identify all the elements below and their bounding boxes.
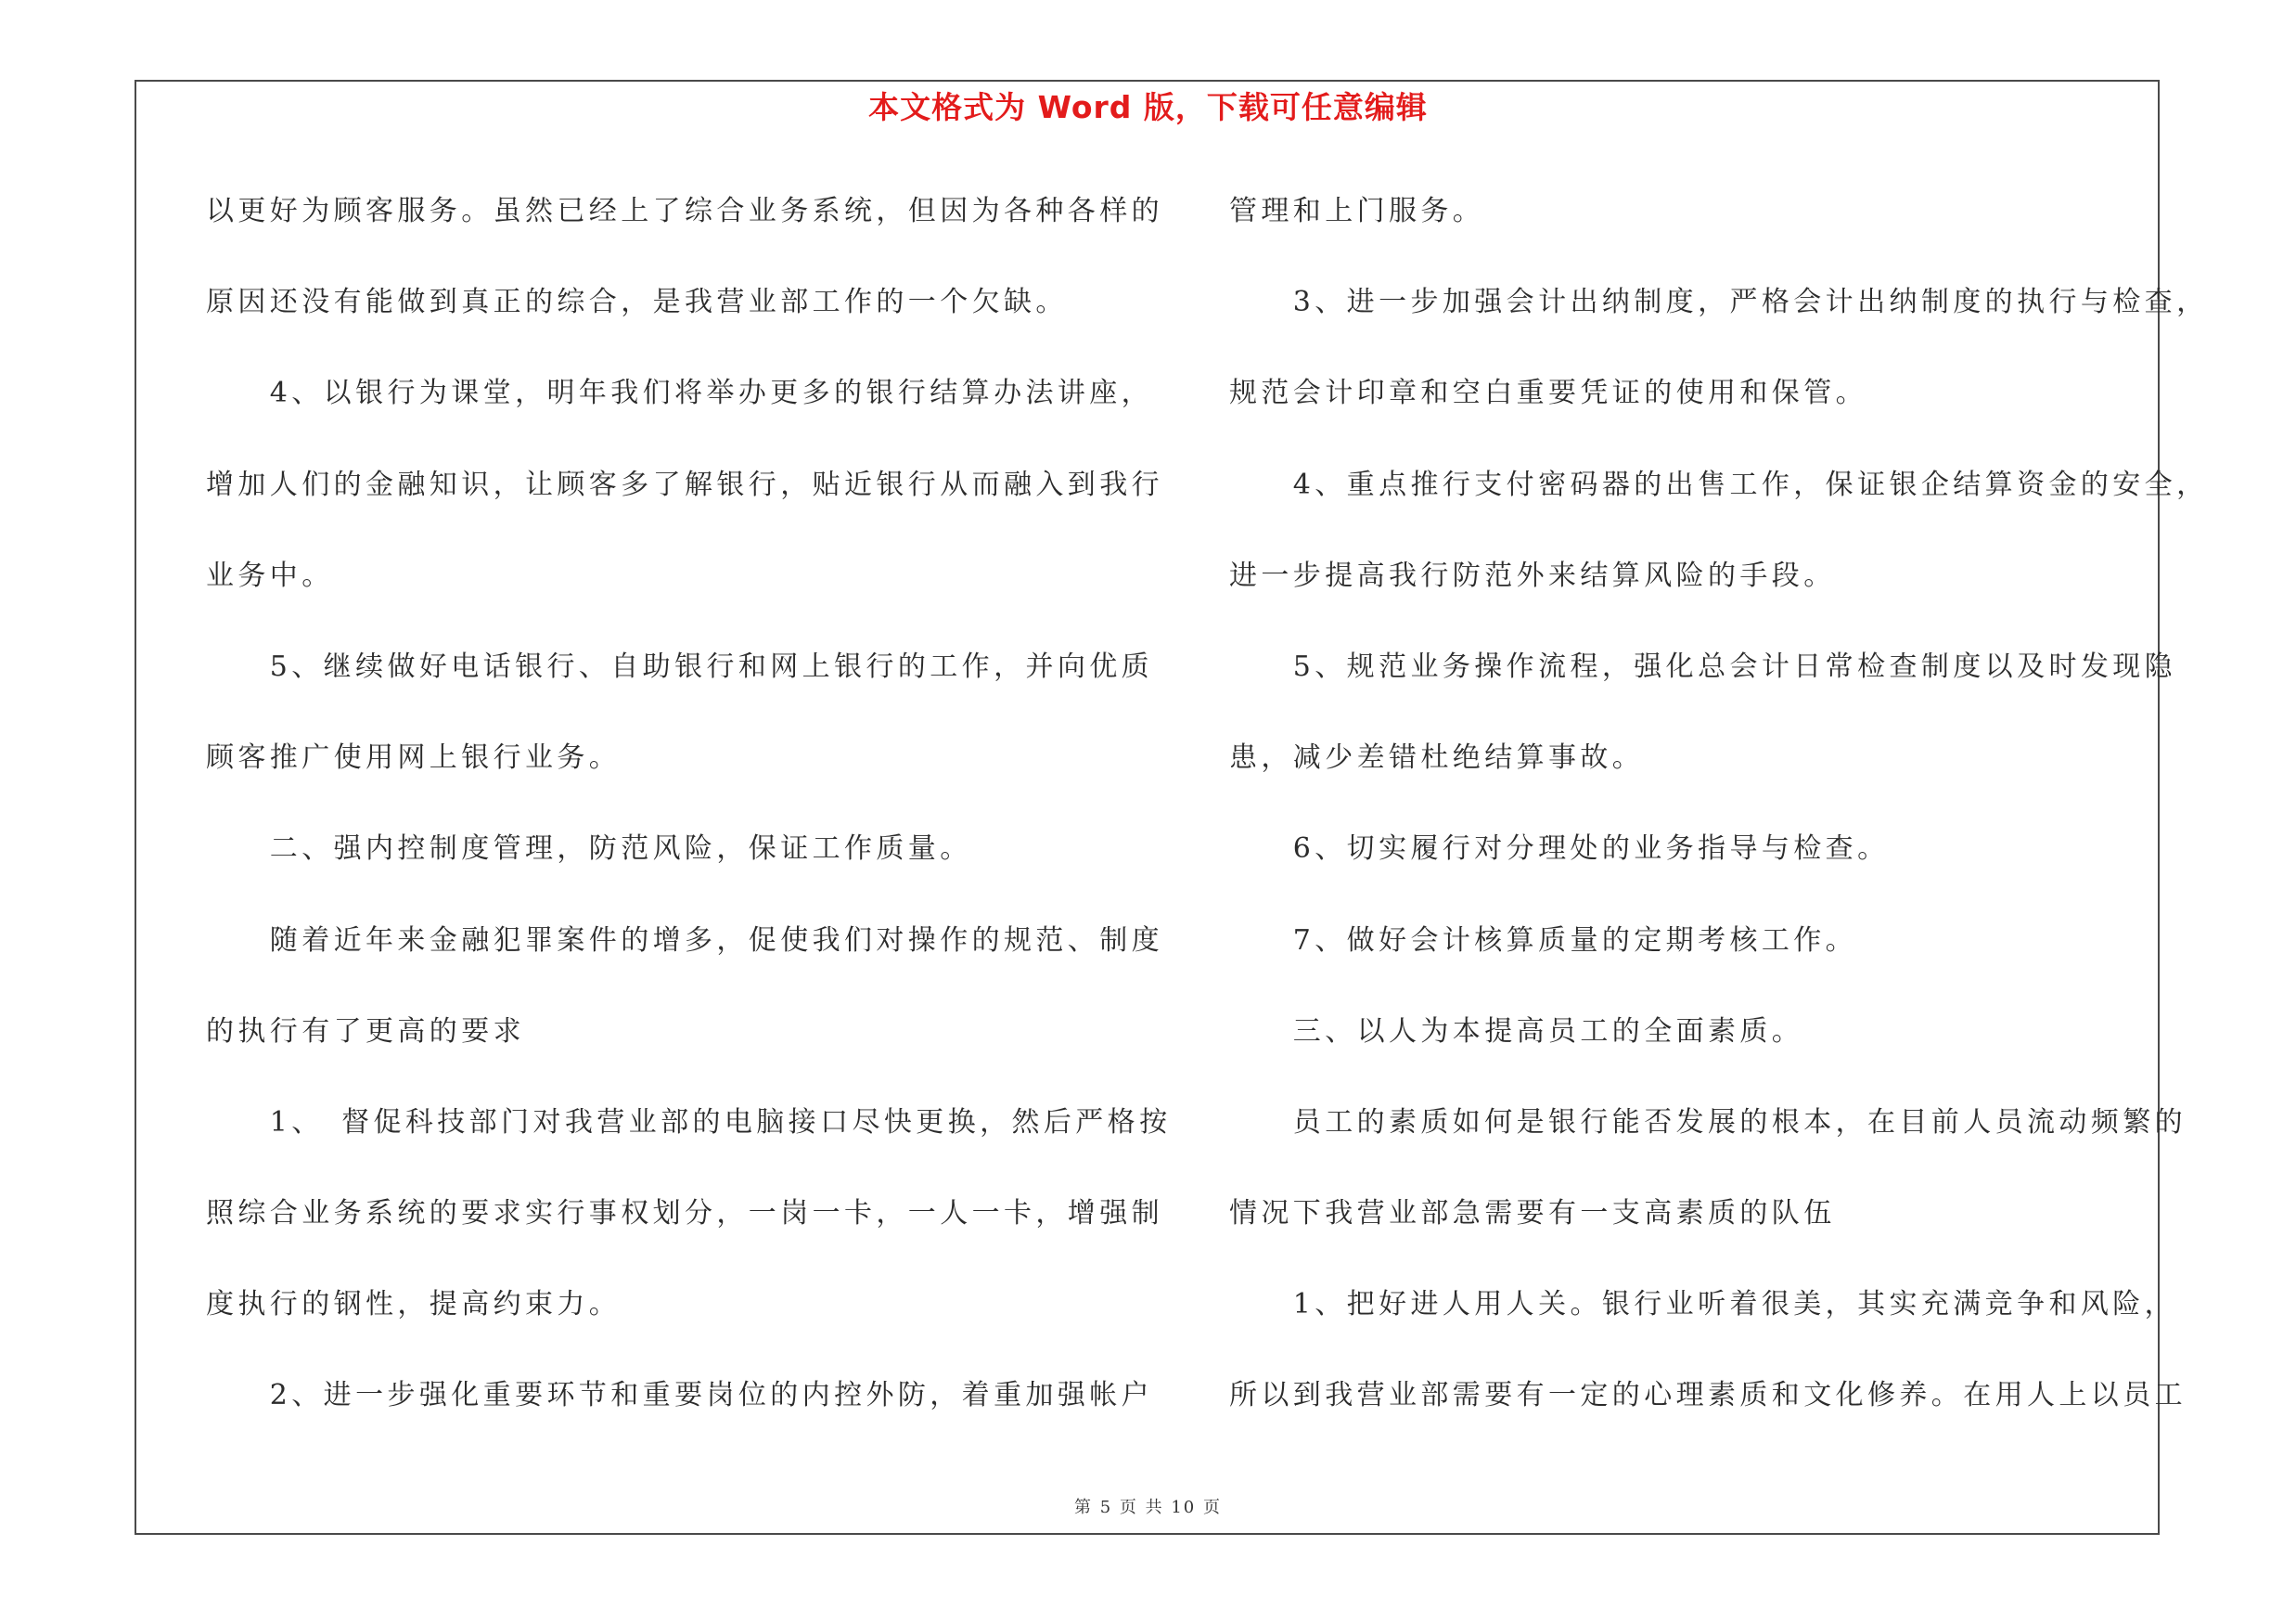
text-line: 度执行的钢性，提高约束力。	[206, 1288, 622, 1321]
text-line: 照综合业务系统的要求实行事权划分，一岗一卡，一人一卡，增强制	[206, 1197, 1163, 1230]
section-heading: 二、强内控制度管理，防范风险，保证工作质量。	[206, 832, 972, 866]
text-line: 员工的素质如何是银行能否发展的根本，在目前人员流动频繁的	[1229, 1105, 2187, 1139]
text-line: 7、做好会计核算质量的定期考核工作。	[1229, 923, 1858, 957]
section-heading: 三、以人为本提高员工的全面素质。	[1229, 1014, 1804, 1048]
text-line: 4、以银行为课堂，明年我们将举办更多的银行结算办法讲座，	[206, 377, 1154, 410]
text-line: 1、把好进人用人关。银行业听着很美，其实充满竞争和风险，	[1229, 1288, 2177, 1321]
text-line: 3、进一步加强会计出纳制度，严格会计出纳制度的执行与检查，	[1229, 286, 2209, 319]
format-notice-banner: 本文格式为 Word 版，下载可任意编辑	[868, 89, 1428, 125]
text-line: 管理和上门服务。	[1229, 195, 1485, 227]
text-line: 情况下我营业部急需要有一支高素质的队伍	[1229, 1197, 1836, 1230]
text-line: 随着近年来金融犯罪案件的增多，促使我们对操作的规范、制度	[206, 923, 1163, 957]
text-line: 原因还没有能做到真正的综合，是我营业部工作的一个欠缺。	[206, 286, 1068, 319]
text-line: 患，减少差错杜绝结算事故。	[1229, 741, 1645, 775]
text-line: 以更好为顾客服务。虽然已经上了综合业务系统，但因为各种各样的	[206, 195, 1163, 227]
text-line: 业务中。	[206, 559, 334, 592]
text-line: 2、进一步强化重要环节和重要岗位的内控外防，着重加强帐户	[206, 1379, 1154, 1412]
text-line: 进一步提高我行防范外来结算风险的手段。	[1229, 559, 1836, 592]
text-line: 增加人们的金融知识，让顾客多了解银行，贴近银行从而融入到我行	[206, 468, 1163, 501]
text-line: 5、继续做好电话银行、自助银行和网上银行的工作，并向优质	[206, 650, 1154, 683]
text-line: 规范会计印章和空白重要凭证的使用和保管。	[1229, 377, 1867, 410]
right-text-column	[1229, 182, 2209, 1458]
text-line: 所以到我营业部需要有一定的心理素质和文化修养。在用人上以员工	[1229, 1379, 2187, 1412]
text-line: 的执行有了更高的要求	[206, 1014, 525, 1048]
left-text-column	[206, 182, 1172, 1458]
text-line: 5、规范业务操作流程，强化总会计日常检查制度以及时发现隐	[1229, 650, 2177, 683]
text-line: 6、切实履行对分理处的业务指导与检查。	[1229, 832, 1890, 866]
page-number-footer: 第 5 页 共 10 页	[1074, 1498, 1222, 1517]
text-line: 1、 督促科技部门对我营业部的电脑接口尽快更换，然后严格按	[206, 1105, 1172, 1139]
text-line: 顾客推广使用网上银行业务。	[206, 741, 622, 775]
text-line: 4、重点推行支付密码器的出售工作，保证银企结算资金的安全，	[1229, 468, 2209, 501]
